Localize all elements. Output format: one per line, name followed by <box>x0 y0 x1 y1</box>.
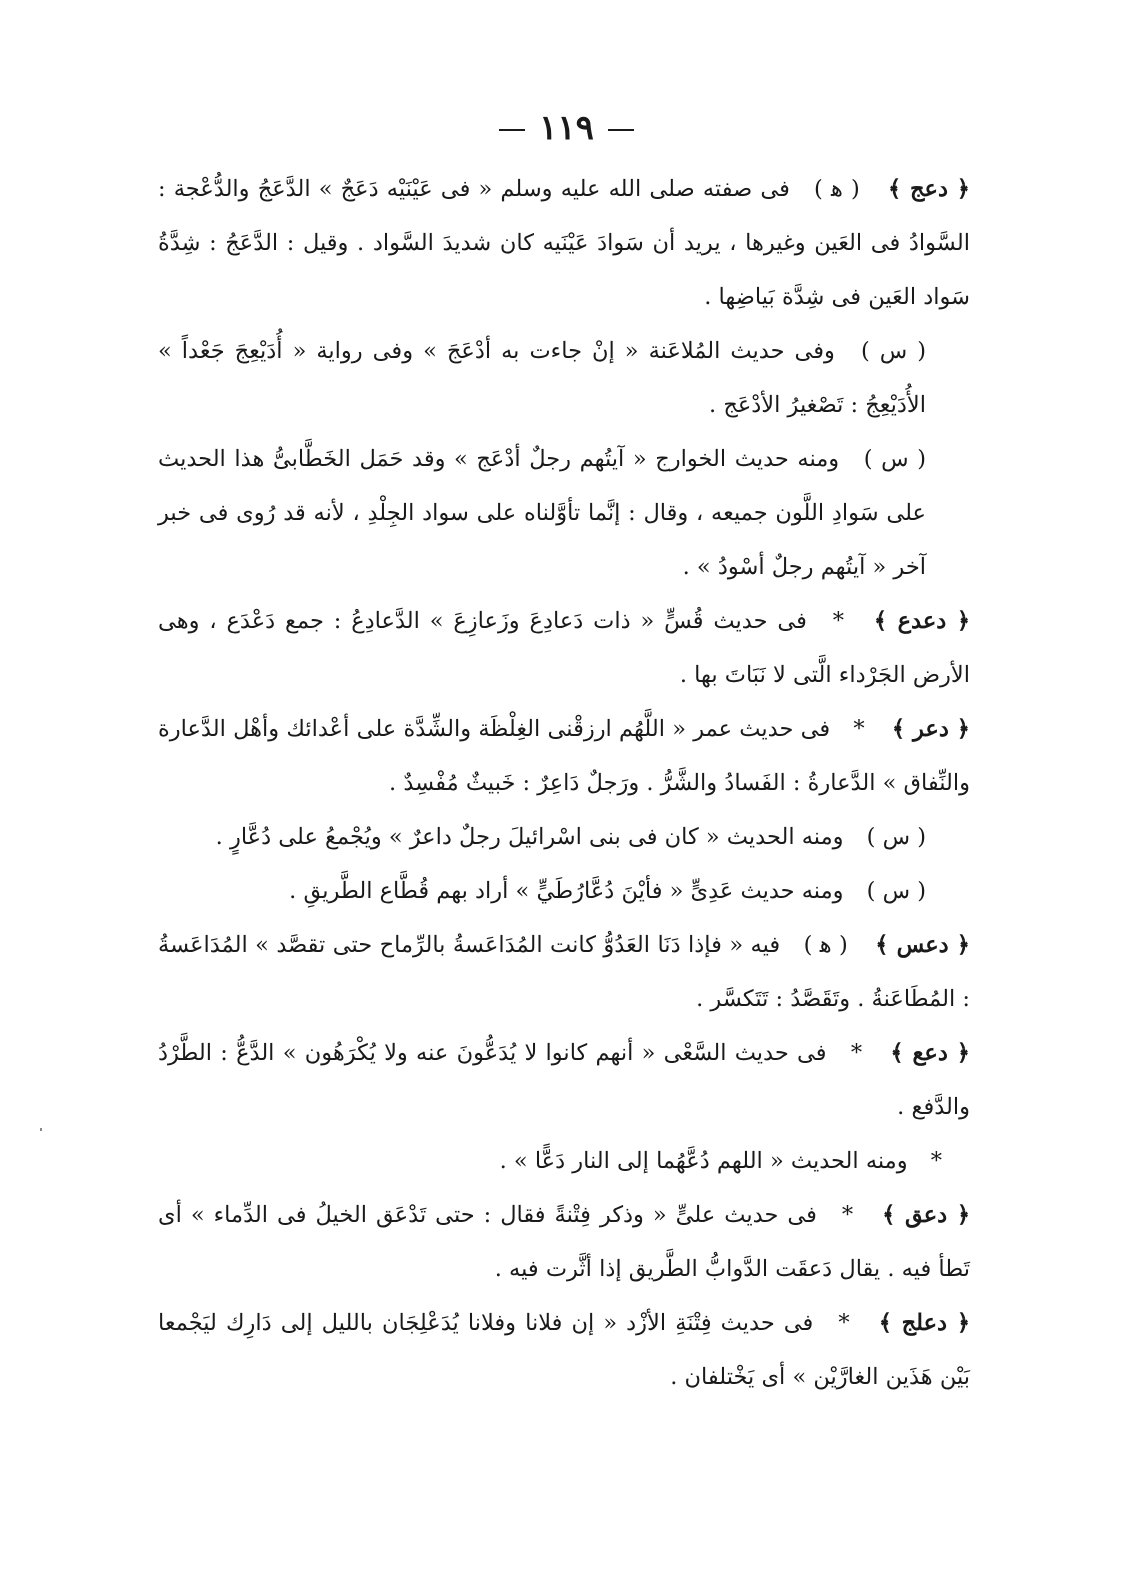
entry-marker: * <box>832 608 844 634</box>
entry-marker: * <box>850 1040 863 1066</box>
entry-text: ومنه الحديث « اللهم دُعَّهُما إلى النار دَعًّا » . <box>499 1148 908 1174</box>
entry-text: وفى حديث المُلاعَنة « إنْ جاءت به أدْعَجَ » وفى رواية « أُدَيْعِجَ جَعْداً » الأُدَيْعِجُ : تَصْغيرُ الأدْعَج . <box>158 338 926 418</box>
entry-daas <box>158 918 970 1026</box>
entry-marker: ( ﻫ ) <box>814 176 860 202</box>
entry-marker: ( ﻫ ) <box>803 932 848 958</box>
entry-root: ﴿ دعلج ﴾ <box>878 1310 971 1336</box>
entry-daaj <box>158 162 970 324</box>
entry-daaj-khawarij <box>158 432 970 594</box>
entry-root: ﴿ دعر ﴾ <box>891 716 970 742</box>
entry-daaq <box>158 1188 970 1296</box>
entry-daar <box>158 702 970 810</box>
entry-text: فى حديث عمر « اللَّهُم ارزقْنى الغِلْظَة والشِّدَّة على أعْدائك وأهْل الدَّعارة والنِّفاق » الدَّعارةُ : الفَسادُ والشَّرُّ . ورَجلٌ دَاعِرٌ : خَبيثٌ مُفْسِدٌ . <box>158 716 970 796</box>
entry-text: فى حديث قُسٍّ « ذات دَعادِعَ وزَعازِعَ » الدَّعادِعُ : جمع دَعْدَع ، وهى الأرض الجَرْداء الَّتى لا نَبَاتَ بها . <box>158 608 970 688</box>
entry-root: ﴿ دعدع ﴾ <box>873 608 971 634</box>
entry-daaj-mulaana <box>158 324 970 432</box>
entry-text: فيه « فإذا دَنَا العَدُوُّ كانت المُدَاعَسةُ بالرِّماح حتى تقصَّد » المُدَاعَسةُ : المُطَاعَنةُ . وتَقَصَّدُ : تَتَكسَّر . <box>158 932 970 1012</box>
page-number-dash-left <box>499 129 525 131</box>
entry-marker: * <box>853 716 865 742</box>
entry-root: ﴿ دعع ﴾ <box>890 1040 970 1066</box>
entry-text: ومنه حديث الخوارج « آيتُهم رجلٌ أدْعَج » وقد حَمَل الخَطَّابىُّ هذا الحديث على سَوادِ اللَّون جميعه ، وقال : إنَّما تأوَّلناه على سواد الجِلْدِ ، لأنه قد رُوى فى خبر آخر « آيتُهم رجلٌ أسْودُ » . <box>158 446 926 580</box>
page-number-text: ١١٩ <box>539 108 594 148</box>
entry-marker: ( س ) <box>866 878 926 904</box>
entry-marker: ( س ) <box>860 338 927 364</box>
entry-daar-adiyy <box>158 864 970 918</box>
entry-marker: * <box>841 1202 854 1228</box>
entry-text: فى صفته صلى الله عليه وسلم « فى عَيْنَيْه دَعَجٌ » الدَّعَجُ والدُّعْجة : السَّوادُ فى العَين وغيرها ، يريد أن سَوادَ عَيْنَيه كان شديدَ السَّواد . وقيل : الدَّعَجُ : شِدَّةُ سَواد العَين فى شِدَّة بَياضِها . <box>158 176 970 310</box>
entry-root: ﴿ دعس ﴾ <box>875 932 970 958</box>
page-number-dash-right <box>608 129 634 131</box>
entry-text: فى حديث علىٍّ « وذكر فِتْنةً فقال : حتى تَدْعَق الخيلُ فى الدِّماء » أى تَطأ فيه . يقال دَعقَت الدَّوابُّ الطَّريق إذا أثَّرت فيه . <box>158 1202 970 1282</box>
entry-root: ﴿ دعج ﴾ <box>887 176 970 202</box>
entry-text: ومنه حديث عَدِىٍّ « فأيْنَ دُعَّارُطَيٍّ » أراد بهم قُطَّاع الطَّريقِ . <box>289 878 844 904</box>
page-number <box>0 108 1133 148</box>
entry-daa <box>158 1026 970 1134</box>
entry-daar-israil <box>158 810 970 864</box>
entry-marker: ( س ) <box>863 446 927 472</box>
margin-speck <box>40 1128 42 1131</box>
entry-marker: * <box>930 1148 942 1174</box>
entry-text: فى حديث السَّعْى « أنهم كانوا لا يُدَعُّونَ عنه ولا يُكْرَهُون » الدَّعُّ : الطَّرْدُ والدَّفع . <box>158 1040 970 1120</box>
entry-daa-nar <box>158 1134 970 1188</box>
entry-marker: * <box>838 1310 850 1336</box>
entry-dadaa <box>158 594 970 702</box>
entry-text: ومنه الحديث « كان فى بنى اسْرائيلَ رجلٌ داعرٌ » ويُجْمعُ على دُعَّارٍ . <box>215 824 844 850</box>
entry-dalaj <box>158 1296 970 1404</box>
entry-text: فى حديث فِتْنَةِ الأزْد « إن فلانا وفلانا يُدَعْلِجَان بالليل إلى دَارِك ليَجْمعا بَيْن هَذَين الغارَّيْن » أى يَخْتلفان . <box>158 1310 970 1390</box>
entry-root: ﴿ دعق ﴾ <box>882 1202 971 1228</box>
dictionary-text-block <box>158 162 970 1404</box>
entry-marker: ( س ) <box>866 824 926 850</box>
